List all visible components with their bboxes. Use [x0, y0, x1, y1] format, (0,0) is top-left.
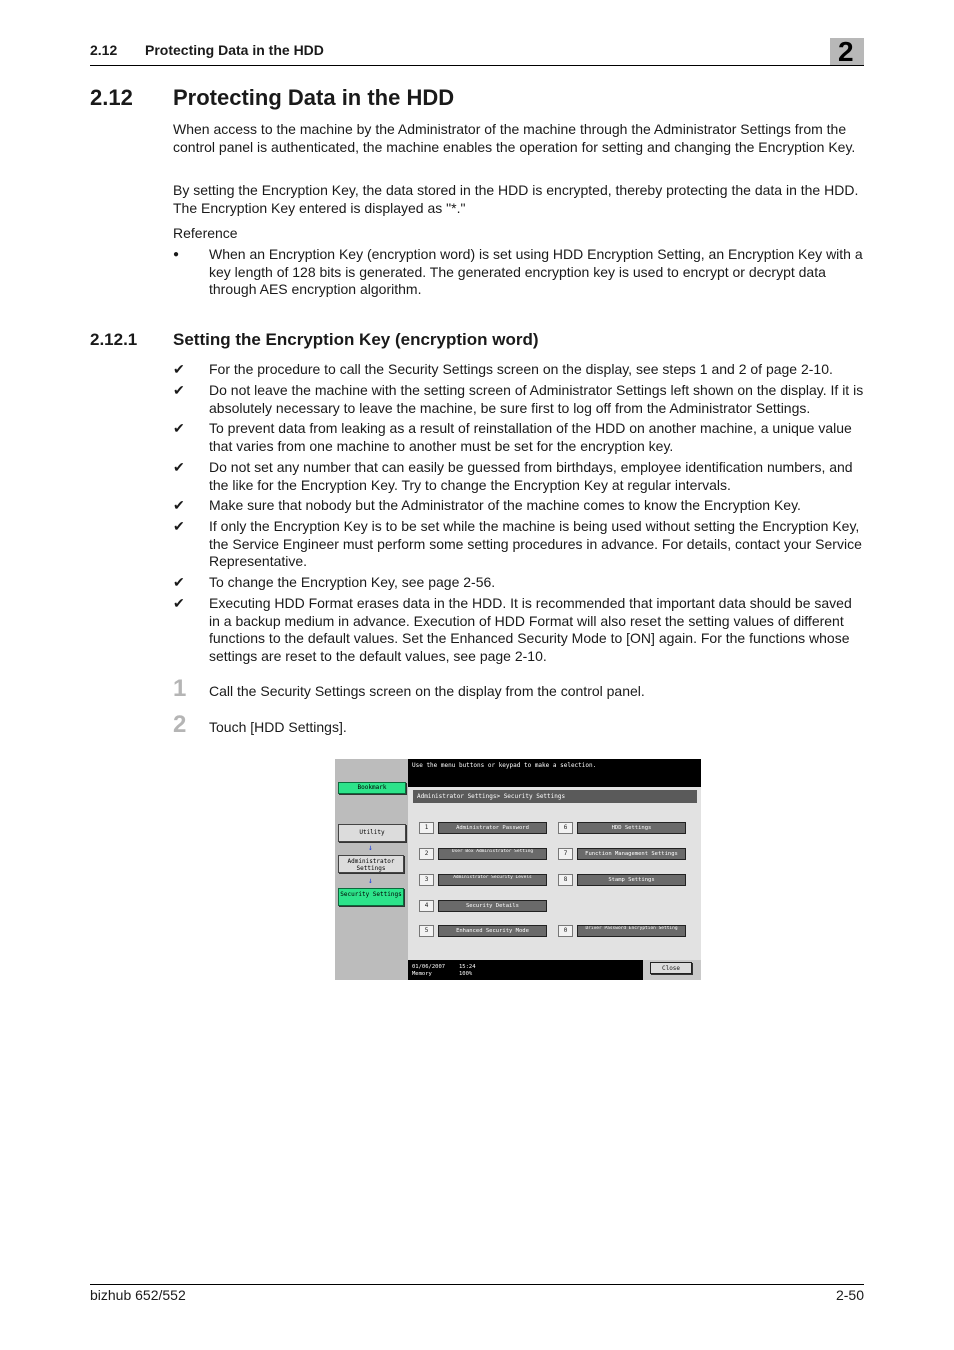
menu-item-enhanced-security-mode[interactable]: [419, 925, 547, 937]
menu-number: 8: [558, 874, 573, 886]
step-text: Call the Security Settings screen on the display from the control panel.: [209, 683, 645, 699]
section-title: Protecting Data in the HDD: [173, 85, 455, 110]
check-icon: ✔: [173, 459, 185, 475]
check-icon: ✔: [173, 497, 185, 513]
administrator-settings-button[interactable]: Administrator Settings: [338, 855, 404, 873]
menu-number: 0: [558, 925, 573, 937]
check-item: Do not leave the machine with the setting screen of Administrator Settings left shown on the display. If it is absolutely necessary to leave the machine, be sure first to log off from the Administrator Settings.: [209, 382, 864, 416]
bullet-icon: ●: [173, 249, 180, 260]
subsection-heading: [90, 329, 539, 351]
subsection-number: 2.12.1: [90, 330, 138, 349]
menu-item-driver-password-encryption-setting[interactable]: [558, 925, 686, 937]
menu-item-stamp-settings[interactable]: [558, 874, 686, 886]
menu-number: 6: [558, 822, 573, 834]
check-icon: ✔: [173, 595, 185, 611]
check-item: If only the Encryption Key is to be set while the machine is being used without setting the Encryption Key, the Service Engineer must perform some setting procedures in advance. For details, contact your Service Representative.: [209, 518, 862, 570]
check-icon: ✔: [173, 361, 185, 377]
subsection-title: Setting the Encryption Key (encryption word): [173, 330, 539, 349]
arrow-down-icon: ↓: [368, 843, 373, 852]
time-display: 15:24: [459, 964, 476, 970]
date-display: 01/06/2007: [412, 964, 446, 970]
menu-item-function-management-settings[interactable]: [558, 848, 686, 860]
memory-value: 100%: [459, 971, 473, 977]
check-icon: ✔: [173, 518, 185, 534]
menu-number: 4: [419, 900, 434, 912]
section-number: 2.12: [90, 85, 133, 110]
security-settings-button[interactable]: Security Settings: [338, 888, 404, 906]
running-header-section-number: 2.12: [90, 42, 118, 58]
check-icon: ✔: [173, 574, 185, 590]
menu-label: Driver Password Encryption Setting: [577, 925, 686, 937]
check-item: For the procedure to call the Security Settings screen on the display, see steps 1 and 2 of page 2-10.: [209, 361, 833, 377]
menu-number: 5: [419, 925, 434, 937]
menu-number: 1: [419, 822, 434, 834]
menu-label: HDD Settings: [577, 822, 686, 834]
footer-model: bizhub 652/552: [90, 1287, 186, 1303]
menu-item-user-box-administrator-setting[interactable]: [419, 848, 547, 860]
menu-item-administrator-password[interactable]: [419, 822, 547, 834]
reference-text: When an Encryption Key (encryption word) is set using HDD Encryption Setting, an Encryption Key with a key length of 128 bits is generated. The generated encryption key is used to encrypt or decrypt data through AES encryption algorithm.: [209, 246, 863, 298]
menu-item-hdd-settings[interactable]: [558, 822, 686, 834]
menu-label: Administrator Security Levels: [438, 874, 547, 886]
menu-item-security-details[interactable]: [419, 900, 547, 912]
check-item: To prevent data from leaking as a result of reinstallation of the HDD on another machine, a unique value that varies from one machine to another must be set for the encryption key.: [209, 420, 852, 454]
check-icon: ✔: [173, 420, 185, 436]
running-header-title: Protecting Data in the HDD: [145, 42, 324, 58]
check-item: To change the Encryption Key, see page 2-56.: [209, 574, 496, 590]
check-item: Do not set any number that can easily be guessed from birthdays, employee identification numbers, and the like for the Encryption Key. Try to change the Encryption Key at regular intervals.: [209, 459, 853, 493]
check-item: Executing HDD Format erases data in the HDD. It is recommended that important data should be saved in a backup medium in advance. Execution of HDD Format will also reset the setting values of different functions to the default values. Set the Enhanced Security Mode to [ON] again. For the functions whose settings are reset to the default values, see page 2-10.: [209, 595, 852, 664]
screen-message: Use the menu buttons or keypad to make a selection.: [412, 762, 597, 769]
chapter-number: 2: [838, 36, 854, 67]
footer-divider: [90, 1284, 864, 1285]
menu-label: Function Management Settings: [577, 848, 686, 860]
header-divider: [90, 65, 864, 66]
menu-label: User Box Administrator Setting: [438, 848, 547, 860]
menu-label: Stamp Settings: [577, 874, 686, 886]
utility-button[interactable]: Utility: [338, 824, 406, 842]
intro-paragraph-1: When access to the machine by the Administrator of the machine through the Administrator Settings from the control panel is authenticated, the machine enables the operation for setting and changing the Encryption Key.: [173, 121, 856, 155]
close-button[interactable]: Close: [650, 962, 692, 974]
check-icon: ✔: [173, 382, 185, 398]
menu-label: Administrator Password: [438, 822, 547, 834]
bookmark-button[interactable]: Bookmark: [338, 782, 406, 794]
menu-number: 2: [419, 848, 434, 860]
reference-label: Reference: [173, 225, 238, 241]
step-number: 2: [173, 711, 187, 738]
breadcrumb: Administrator Settings> Security Settings: [413, 790, 697, 803]
arrow-down-icon: ↓: [368, 876, 373, 885]
step-number: 1: [173, 675, 187, 702]
menu-number: 3: [419, 874, 434, 886]
left-navigation-panel: [335, 759, 408, 980]
page-number: 2-50: [835, 1287, 864, 1303]
menu-label: Enhanced Security Mode: [438, 925, 547, 937]
menu-label: Security Details: [438, 900, 547, 912]
memory-label: Memory: [412, 971, 432, 977]
menu-item-administrator-security-levels[interactable]: [419, 874, 547, 886]
check-item: Make sure that nobody but the Administrator of the machine comes to know the Encryption Key.: [209, 497, 801, 513]
control-panel-screenshot: [335, 759, 701, 980]
section-heading: [90, 84, 454, 112]
intro-paragraph-2: By setting the Encryption Key, the data stored in the HDD is encrypted, thereby protecting the data in the HDD. The Encryption Key entered is displayed as "*.": [173, 182, 859, 216]
menu-number: 7: [558, 848, 573, 860]
step-text: Touch [HDD Settings].: [209, 719, 347, 735]
